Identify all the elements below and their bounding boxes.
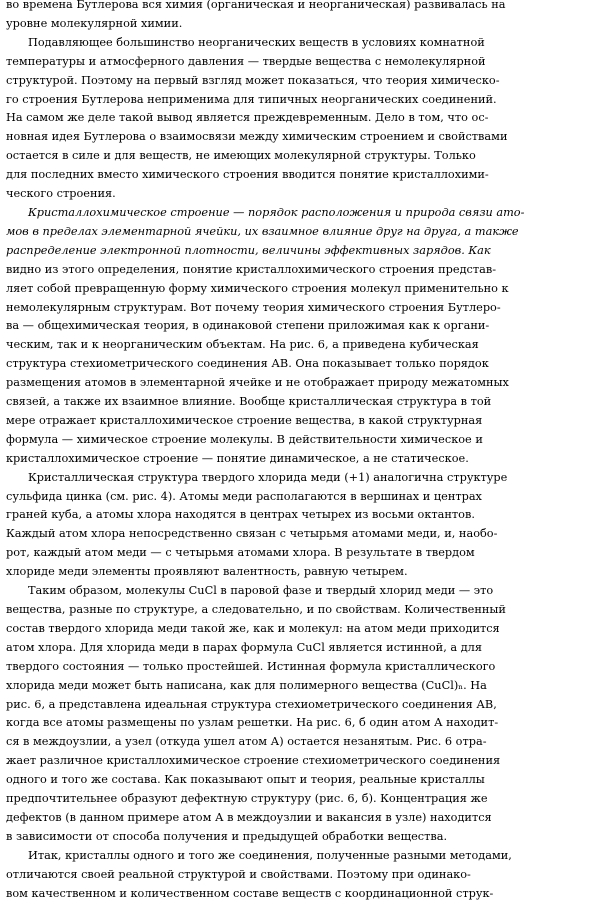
definition-line: мов в пределах элементарной ячейки, их взаимное влияние друг на друга, а также	[6, 224, 519, 238]
text-line: отличаются своей реальной структурой и свойствами. Поэтому при одинако-	[6, 867, 471, 881]
definition-line: распределение электронной плотности, величины эффективных зарядов. Как	[6, 243, 491, 257]
text-line: во времена Бутлерова вся химия (органическая и неорганическая) развивалась на	[6, 0, 506, 11]
text-line: для последних вместо химического строения вводится понятие кристаллохими-	[6, 168, 489, 182]
text-line: рис. 6, а представлена идеальная структура стехиометрического соединения АВ,	[6, 697, 497, 711]
text-line: твердого состояния — только простейшей. Истинная формула кристаллического	[6, 659, 496, 673]
text-line: новная идея Бутлерова о взаимосвязи между химическим строением и свойствами	[6, 130, 508, 144]
text-line: вом качественном и количественном составе веществ с координационной струк-	[6, 886, 494, 900]
text-line: вещества, разные по структуре, а следовательно, и по свойствам. Количественный	[6, 603, 506, 616]
text-line: кристаллохимическое строение — понятие динамическое, а не статическое.	[6, 451, 469, 465]
text-line: На самом же деле такой вывод является преждевременным. Дело в том, что ос-	[6, 111, 489, 125]
text-line: связей, а также их взаимное влияние. Вообще кристаллическая структура в той	[6, 395, 492, 409]
text-line: го строения Бутлерова неприменима для типичных неорганических соединений.	[6, 92, 497, 106]
text-line: предпочтительнее образуют дефектную структуру (рис. 6, б). Концентрация же	[6, 792, 488, 806]
text-line: одного и того же состава. Как показывают опыт и теория, реальные кристаллы	[6, 773, 485, 787]
text-line: Итак, кристаллы одного и того же соединения, полученные разными методами,	[28, 848, 512, 862]
text-line: рот, каждый атом меди — с четырьмя атомами хлора. В результате в твердом	[6, 546, 475, 560]
text-line: атом хлора. Для хлорида меди в парах формула CuCl является истинной, а для	[6, 640, 482, 654]
text-line: формула — химическое строение молекулы. В действительности химическое и	[6, 432, 483, 446]
text-line: жает различное кристаллохимическое строение стехиометрического соединения	[6, 754, 501, 768]
text-line: хлориде меди элементы проявляют валентность, равную четырем.	[6, 565, 408, 579]
text-line: Таким образом, молекулы CuCl в паровой фазе и твердый хлорид меди — это	[28, 584, 494, 598]
text-line: температуры и атмосферного давления — твердые вещества с немолекулярной	[6, 54, 486, 68]
text-line: уровне молекулярной химии.	[6, 16, 183, 30]
text-line: в зависимости от способа получения и предыдущей обработки вещества.	[6, 829, 448, 843]
text-line: граней куба, а атомы хлора находятся в центрах четырех из восьми октантов.	[6, 508, 475, 522]
text-line: мере отражает кристаллохимическое строение вещества, в какой структурная	[6, 413, 483, 427]
text-line: ческим, так и к неорганическим объектам. На рис. 6, а приведена кубическая	[6, 338, 479, 352]
text-line: Кристаллическая структура твердого хлорида меди (+1) аналогична структуре	[28, 470, 508, 484]
definition-line: Кристаллохимическое строение — порядок расположения и природа связи ато-	[28, 205, 525, 219]
text-line: Подавляющее большинство неорганических веществ в условиях комнатной	[28, 35, 485, 49]
text-line: хлорида меди может быть написана, как для полимерного вещества (CuCl)ₙ. На	[6, 678, 487, 692]
text-line: ляет собой превращенную форму химического строения молекул применительно к	[6, 281, 509, 295]
text-line: когда все атомы размещены по узлам решетки. На рис. 6, б один атом А находит-	[6, 716, 499, 730]
text-line: структурой. Поэтому на первый взгляд может показаться, что теория химическо-	[6, 73, 500, 87]
text-line: ческого строения.	[6, 187, 116, 201]
text-line: дефектов (в данном примере атом А в междоузлии и вакансия в узле) находится	[6, 810, 492, 824]
text-line: состав твердого хлорида меди такой же, как и молекул: на атом меди приходится	[6, 621, 500, 635]
text-line: Каждый атом хлора непосредственно связан с четырьмя атомами меди, и, наобо-	[6, 527, 498, 541]
text-line: остается в силе и для веществ, не имеющих молекулярной структуры. Только	[6, 149, 476, 163]
text-line: ва — общехимическая теория, в одинаковой степени приложимая как к органи-	[6, 319, 490, 333]
text-line: немолекулярным структурам. Вот почему теория химического строения Бутлеро-	[6, 300, 501, 314]
text-line: ся в междоузлии, а узел (откуда ушел атом А) остается незанятым. Рис. 6 отра-	[6, 735, 487, 749]
text-line: структура стехиометрического соединения АВ. Она показывает только порядок	[6, 357, 489, 371]
text-line: сульфида цинка (см. рис. 4). Атомы меди располагаются в вершинах и центрах	[6, 489, 482, 503]
text-line: видно из этого определения, понятие кристаллохимического строения представ-	[6, 262, 497, 276]
text-line: размещения атомов в элементарной ячейке и не отображает природу межатомных	[6, 376, 509, 390]
